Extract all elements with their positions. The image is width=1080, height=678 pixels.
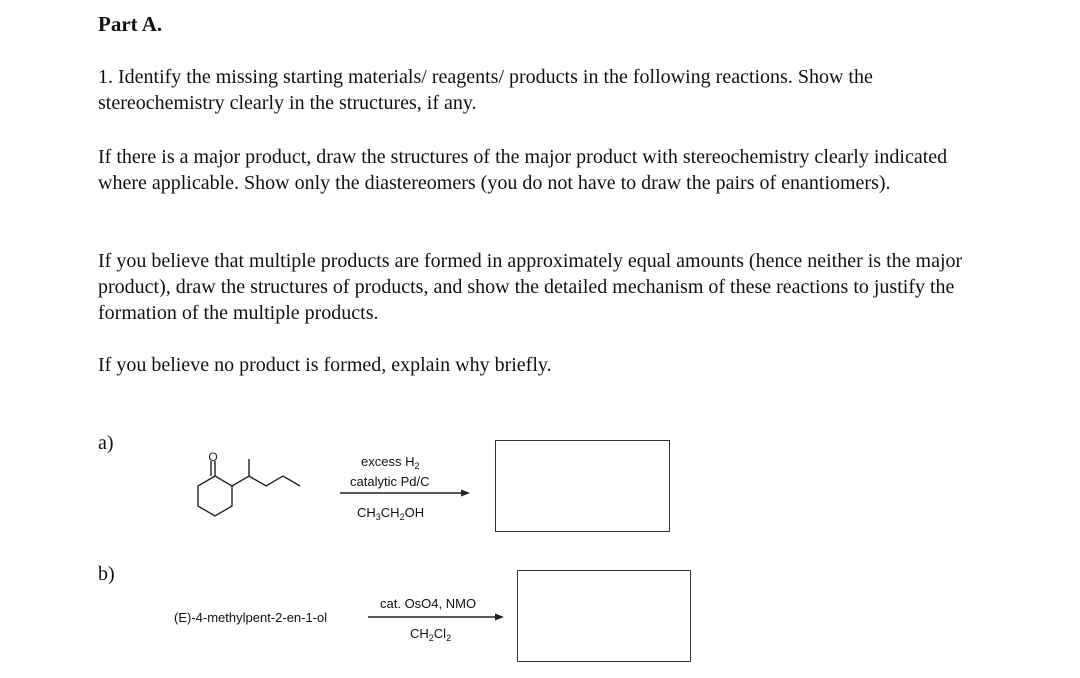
- major-product-instruction: If there is a major product, draw the structures of the major product with stereochemistry clearly indicated where applicable. Show only the diastereomers (you do not have to draw the pairs of enantiomers).: [98, 146, 948, 194]
- question-instruction: 1. Identify the missing starting materials/ reagents/ products in the following reactions. Show the stereochemistry clearly in the structures, if any.: [98, 66, 873, 114]
- reaction-b-reagent: cat. OsO4, NMO: [380, 596, 477, 611]
- reaction-a-reagent-2: catalytic Pd/C: [350, 474, 430, 489]
- no-product-instruction: If you believe no product is formed, explain why briefly.: [98, 354, 552, 376]
- reaction-b-solvent: $CH_2Cl_2$: [410, 626, 452, 643]
- multiple-products-instruction: If you believe that multiple products are formed in approximately equal amounts (hence neither is the major product), draw the structures of products, and show the detailed mechanism of these reactions to justify the formation of the multiple products.: [98, 250, 963, 324]
- arrow-b-head: [495, 614, 504, 621]
- carbonyl-oxygen-label: O: [208, 450, 218, 464]
- page-heading: Part A.: [98, 12, 163, 36]
- cyclohexanone-structure: [198, 459, 496, 617]
- reaction-b-answer-box[interactable]: [517, 570, 691, 662]
- reaction-b-label: b): [98, 563, 115, 585]
- reaction-a-reagent-1: excess $H_2$: [361, 454, 420, 471]
- reaction-b-starting-material: (E)-4-methylpent-2-en-1-ol: [174, 610, 328, 625]
- arrow-a-head: [461, 490, 470, 497]
- reaction-a-solvent: $CH_3CH_2OH$: [357, 505, 425, 522]
- reaction-a-label: a): [98, 432, 114, 454]
- reaction-a-answer-box[interactable]: [495, 440, 670, 532]
